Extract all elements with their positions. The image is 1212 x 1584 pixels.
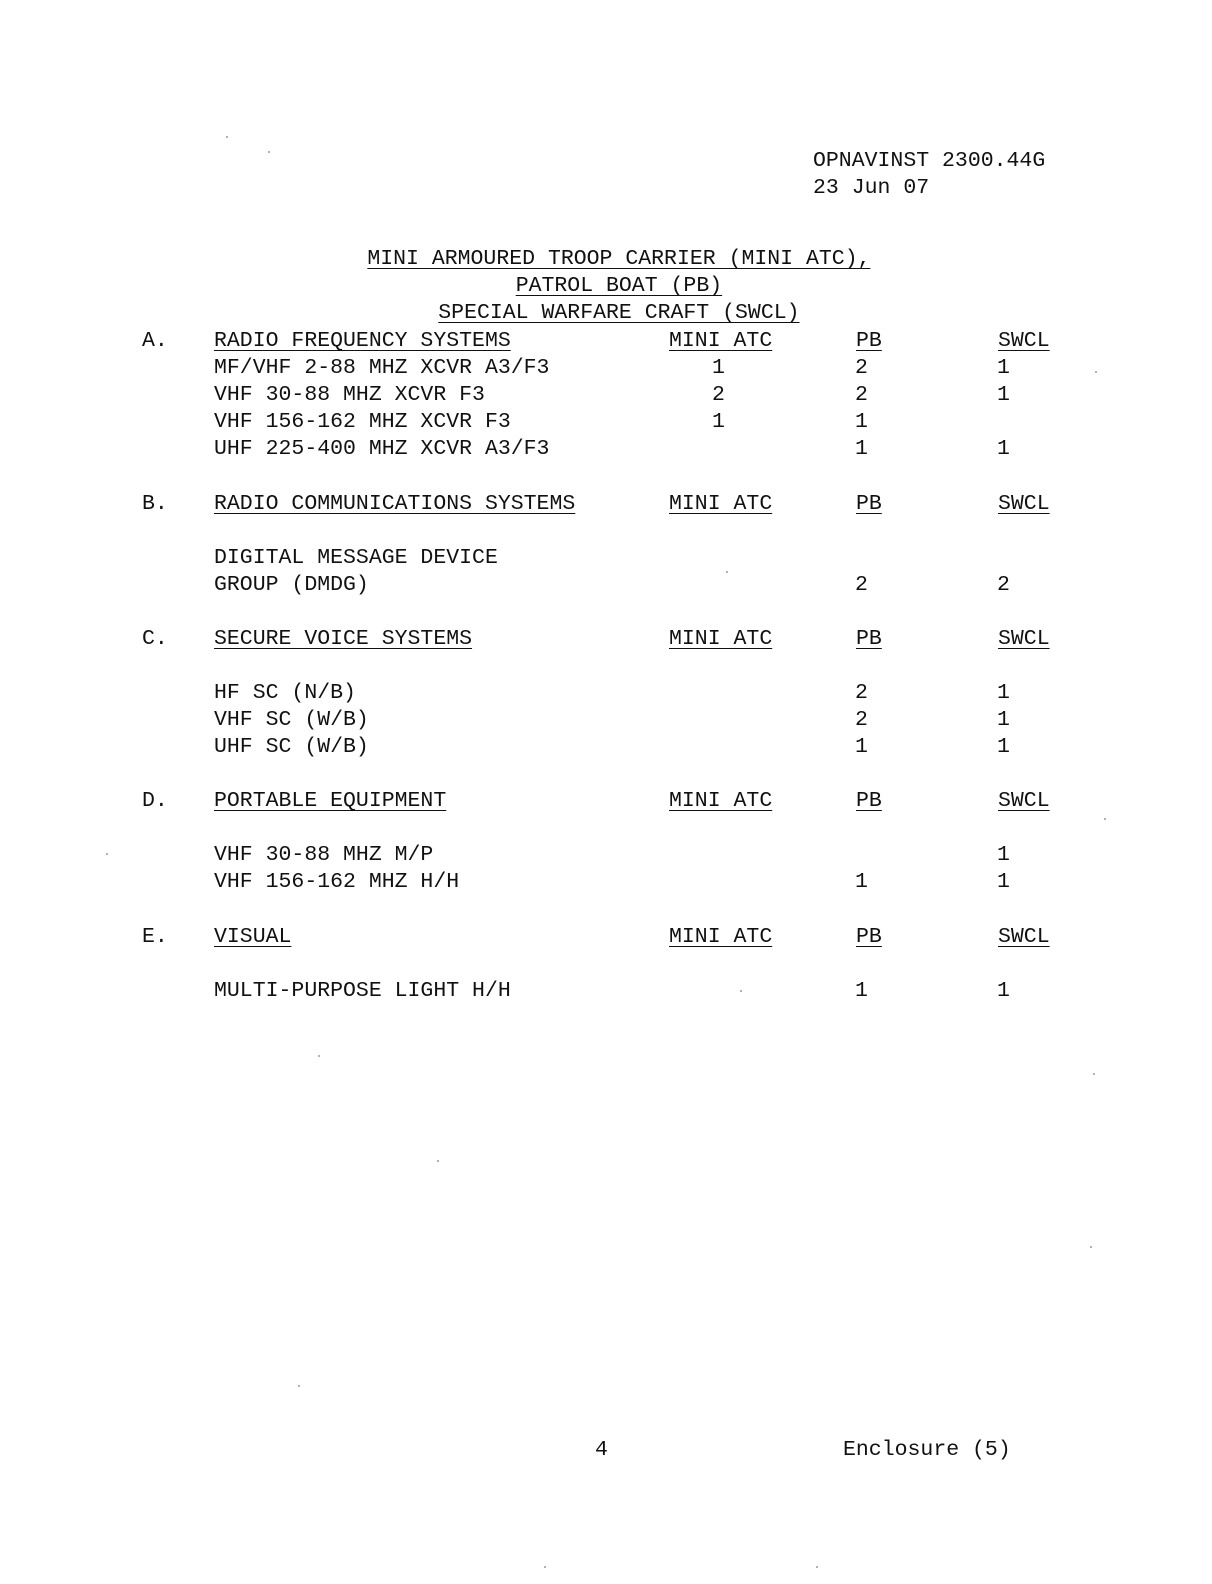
cell-swcl: 1: [997, 708, 1010, 732]
cell-swcl: 1: [997, 681, 1010, 705]
column-header-mini-atc: MINI ATC: [669, 925, 773, 949]
row-label: UHF 225-400 MHZ XCVR A3/F3: [214, 437, 550, 461]
scan-speck: [726, 571, 728, 573]
column-header-pb: PB: [856, 627, 882, 651]
row-label: MULTI-PURPOSE LIGHT H/H: [214, 979, 511, 1003]
enclosure-label: Enclosure (5): [843, 1438, 1011, 1462]
scan-speck: [1090, 1246, 1092, 1248]
row-label: VHF SC (W/B): [214, 708, 369, 732]
row-label: VHF 156-162 MHZ H/H: [214, 870, 460, 894]
column-header-pb: PB: [856, 329, 882, 353]
section-heading: RADIO FREQUENCY SYSTEMS: [214, 329, 511, 353]
cell-pb: 1: [855, 437, 868, 461]
title-line-1-text: MINI ARMOURED TROOP CARRIER (MINI ATC),: [367, 247, 871, 271]
column-header-mini-atc: MINI ATC: [669, 492, 773, 516]
row-label: DIGITAL MESSAGE DEVICE: [214, 546, 498, 570]
section-heading: VISUAL: [214, 925, 292, 949]
column-header-pb: PB: [856, 492, 882, 516]
cell-pb: 1: [855, 870, 868, 894]
row-label: VHF 30-88 MHZ M/P: [214, 843, 434, 867]
cell-swcl: 1: [997, 735, 1010, 759]
row-label: VHF 156-162 MHZ XCVR F3: [214, 410, 511, 434]
scan-speck: [318, 1055, 320, 1057]
cell-swcl: 1: [997, 383, 1010, 407]
column-header-swcl: SWCL: [998, 329, 1050, 353]
column-header-pb: PB: [856, 925, 882, 949]
cell-mini-atc: 1: [712, 356, 725, 380]
cell-swcl: 1: [997, 843, 1010, 867]
cell-pb: 1: [855, 735, 868, 759]
cell-pb: 2: [855, 356, 868, 380]
cell-swcl: 2: [997, 573, 1010, 597]
scan-speck: [816, 1566, 818, 1568]
column-header-swcl: SWCL: [998, 627, 1050, 651]
section-letter: B.: [142, 492, 168, 516]
scan-speck: [544, 1566, 546, 1568]
scan-speck: [1104, 818, 1106, 820]
column-header-swcl: SWCL: [998, 925, 1050, 949]
cell-swcl: 1: [997, 356, 1010, 380]
section-heading: SECURE VOICE SYSTEMS: [214, 627, 473, 651]
title-line-3: [0, 274, 1212, 326]
cell-swcl: 1: [997, 437, 1010, 461]
scan-speck: [106, 853, 108, 855]
document-id: OPNAVINST 2300.44G: [813, 149, 1046, 173]
cell-pb: 2: [855, 681, 868, 705]
row-label: UHF SC (W/B): [214, 735, 369, 759]
row-label: HF SC (N/B): [214, 681, 356, 705]
column-header-swcl: SWCL: [998, 492, 1050, 516]
cell-swcl: 1: [997, 979, 1010, 1003]
cell-pb: 1: [855, 979, 868, 1003]
section-letter: A.: [142, 329, 168, 353]
scan-speck: [740, 990, 742, 992]
row-label: GROUP (DMDG): [214, 573, 369, 597]
cell-swcl: 1: [997, 870, 1010, 894]
title-line-2-text: PATROL BOAT (PB): [515, 274, 723, 298]
scan-speck: [1093, 1073, 1095, 1075]
section-heading: RADIO COMMUNICATIONS SYSTEMS: [214, 492, 576, 516]
scan-speck: [226, 136, 228, 138]
title-line-3-text: SPECIAL WARFARE CRAFT (SWCL): [438, 301, 800, 325]
scan-speck: [1095, 371, 1097, 373]
column-header-mini-atc: MINI ATC: [669, 627, 773, 651]
cell-pb: 1: [855, 410, 868, 434]
document-date: 23 Jun 07: [813, 176, 930, 200]
cell-mini-atc: 2: [712, 383, 725, 407]
cell-mini-atc: 1: [712, 410, 725, 434]
column-header-mini-atc: MINI ATC: [669, 789, 773, 813]
cell-pb: 2: [855, 383, 868, 407]
section-heading: PORTABLE EQUIPMENT: [214, 789, 447, 813]
cell-pb: 2: [855, 708, 868, 732]
page-number: 4: [595, 1438, 608, 1462]
scan-speck: [437, 1160, 439, 1162]
section-letter: D.: [142, 789, 168, 813]
row-label: VHF 30-88 MHZ XCVR F3: [214, 383, 485, 407]
column-header-mini-atc: MINI ATC: [669, 329, 773, 353]
column-header-pb: PB: [856, 789, 882, 813]
row-label: MF/VHF 2-88 MHZ XCVR A3/F3: [214, 356, 550, 380]
section-letter: C.: [142, 627, 168, 651]
column-header-swcl: SWCL: [998, 789, 1050, 813]
scan-speck: [298, 1385, 300, 1387]
section-letter: E.: [142, 925, 168, 949]
scan-speck: [268, 151, 270, 153]
cell-pb: 2: [855, 573, 868, 597]
